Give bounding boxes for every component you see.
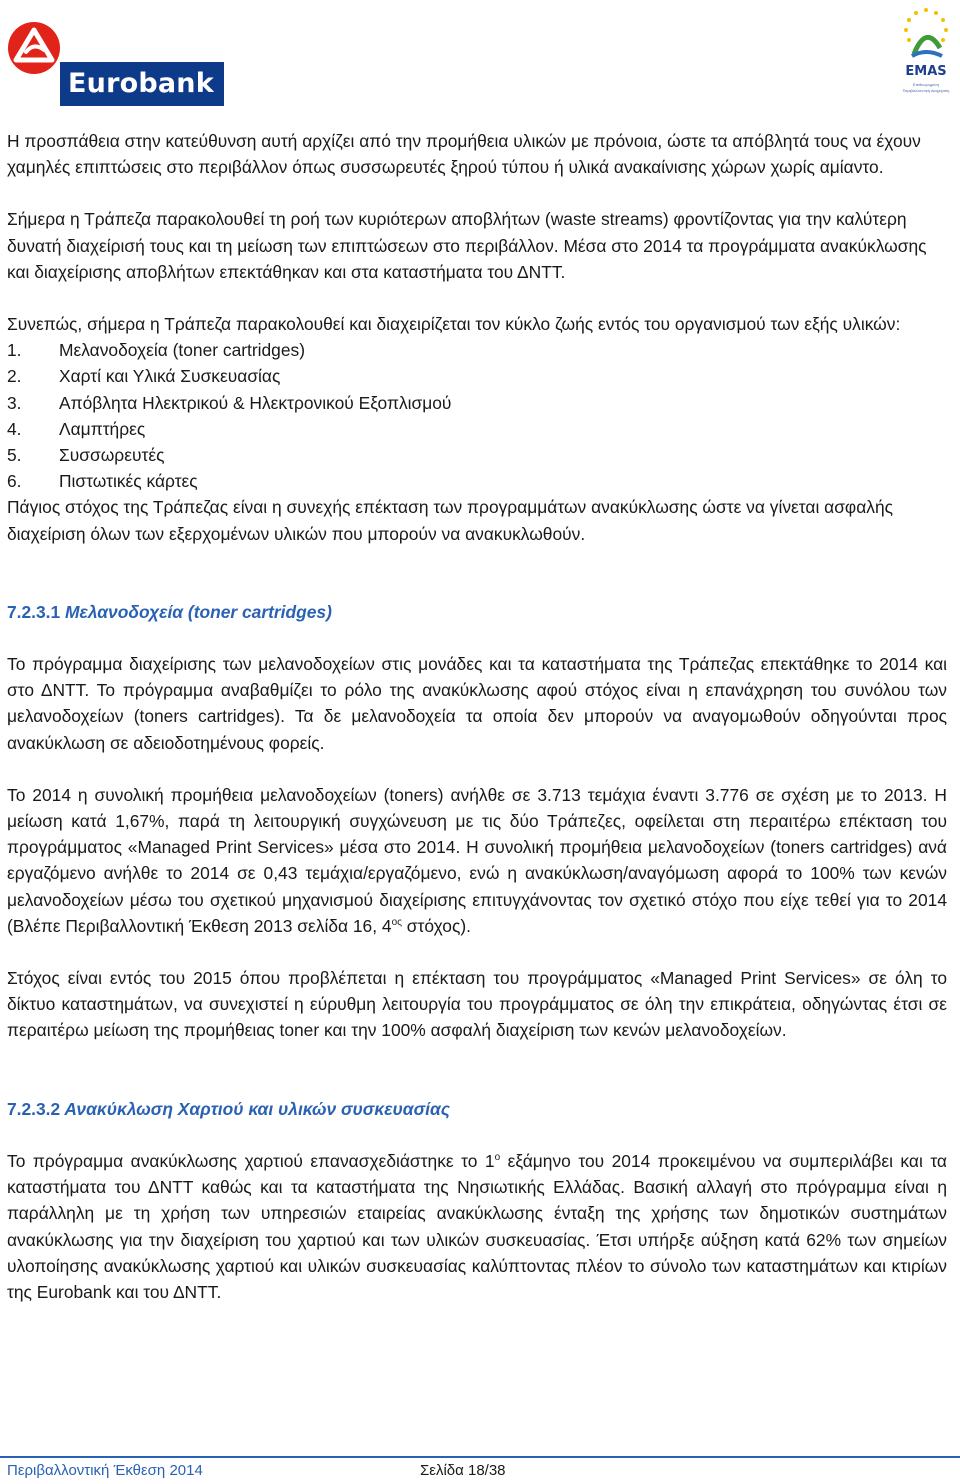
paragraph-waste-streams: Σήμερα η Τράπεζα παρακολουθεί τη ροή των κυριότερων αποβλήτων (waste streams) φροντίζοντας για την καλύτερη δυνατή διαχείρισή τους και τη μείωση των επιπτώσεων στο περιβάλλον. Μέσα στο 2014 τα προγράμματα ανακύκλωσης και διαχείρισης αποβλήτων επεκτάθηκαν και στα καταστήματα του ΔΝΤΤ. (7, 209, 927, 282)
section-heading-toner: 7.2.3.1 Μελανοδοχεία (toner cartridges) (7, 601, 332, 622)
eurobank-logo (6, 20, 220, 99)
list-item: 3. Απόβλητα Ηλεκτρικού & Ηλεκτρονικού Εξοπλισμού (7, 392, 452, 413)
paragraph-toner-program: Το πρόγραμμα διαχείρισης των μελανοδοχείων στις μονάδες και τα καταστήματα της Τράπεζας επεκτάθηκε το 2014 και στο ΔΝΤΤ. Το πρόγραμμα αναβαθμίζει το ρόλο της ανακύκλωσης αφού στόχος είναι η επανάχρηση του συνόλου των μελανοδοχείων (toners cartridges). Τα δε μελανοδοχεία τα οποία δεν μπορούν να αναγομωθούν οδηγούνται προς ανακύκλωση σε αδειοδοτημένους φορείς. (7, 654, 947, 753)
list-item: 2. Χαρτί και Υλικά Συσκευασίας (7, 366, 281, 387)
emas-logo (894, 4, 958, 114)
document-body (7, 128, 947, 1305)
emas-stars-icon (894, 4, 958, 64)
list-item: 4. Λαμπτήρες (7, 418, 146, 439)
eurobank-wordmark: Eurobank (60, 62, 224, 106)
paragraph-materials-intro: Συνεπώς, σήμερα η Τράπεζα παρακολουθεί και διαχειρίζεται τον κύκλο ζωής εντός του οργανισμού των εξής υλικών: (7, 314, 901, 335)
paragraph-paper-program: Το πρόγραμμα ανακύκλωσης χαρτιού επανασχεδιάστηκε το $1^o$ εξάμηνο του 2014 προκειμένου να συμπεριλάβει και τα καταστήματα του ΔΝΤΤ καθώς και τα καταστήματα της Νησιωτικής Ελλάδας. Βασική αλλαγή στο πρόγραμμα είναι η παράλληλη με τη χρήση των υπηρεσιών εταιρείας ανακύκλωσης ένταξη της χρήσης των δημοτικών συστημάτων ανακύκλωσης για την διαχείριση του χαρτιού και των υλικών συσκευασίας. Έτσι υπήρξε αύξηση κατά 62% των σημείων υλοποίησης ανακύκλωσης χαρτιού και υλικών συσκευασίας καλύπτοντας πλέον το σύνολο των καταστημάτων και κτιρίων της Eurobank και του ΔΝΤΤ. (7, 1150, 947, 1302)
paragraph-intro: Η προσπάθεια στην κατεύθυνση αυτή αρχίζει από την προμήθεια υλικών με πρόνοια, ώστε τα απόβλητά τους να έχουν χαμηλές επιπτώσεις στο περιβάλλον όπως συσσωρευτές ξηρού τύπου ή υλικά ανακαίνισης χώρων χωρίς αμίαντο. (7, 131, 921, 178)
paragraph-toner-figures: Το 2014 η συνολική προμήθεια μελανοδοχείων (toners) ανήλθε σε 3.713 τεμάχια έναντι 3.776 σε σχέση με το 2013. Η μείωση κατά 1,67%, παρά τη λειτουργική συγχώνευση με τις δύο Τράπεζες, οφείλεται στη περαιτέρω επέκταση του προγράμματος «Managed Print Services» μέσα στο 2014. Η συνολική προμήθεια μελανοδοχείων (toners cartridges) ανά εργαζόμενο ανήλθε το 2014 σε 0,43 τεμάχια/εργαζόμενο, ενώ η ανακύκλωση/αναγόμωση αφορά το 100% των κενών μελανοδοχείων μέσω του σχετικού μηχανισμού διαχείρισης επιτυγχάνοντας τον σχετικό στόχο που είχε τεθεί για το 2014 (Βλέπε Περιβαλλοντική Έκθεση 2013 σελίδα 16, $4^{o\varsigma}$ στόχος). (7, 784, 947, 936)
emas-label: EMAS (905, 64, 947, 79)
section-heading-paper: 7.2.3.2 Ανακύκλωση Χαρτιού και υλικών συσκευασίας (7, 1098, 450, 1119)
footer-page-number: Σελίδα 18/38 (420, 1462, 506, 1479)
paragraph-toner-target: Στόχος είναι εντός του 2015 όπου προβλέπεται η επέκταση του προγράμματος «Managed Print Services» σε όλη το δίκτυο καταστημάτων, να συνεχιστεί η εύρυθμη λειτουργία του προγράμματος σε όλη την επικράτεια, οδηγώντας έτσι σε περαιτέρω μείωση της προμήθειας toner και την 100% ασφαλή διαχείριση των κενών μελανοδοχείων. (7, 968, 947, 1041)
footer-divider (0, 1456, 960, 1458)
page-footer (0, 1452, 960, 1484)
materials-list (7, 337, 947, 494)
emas-subtitle: Επιθεωρημένη Περιβαλλοντική Διαχείριση (902, 82, 950, 93)
list-item: 5. Συσσωρευτές (7, 445, 165, 466)
list-item: 1. Μελανοδοχεία (toner cartridges) (7, 340, 306, 361)
footer-report-title: Περιβαλλοντική Έκθεση 2014 (7, 1462, 203, 1479)
page-header (0, 0, 960, 118)
list-item: 6. Πιστωτικές κάρτες (7, 471, 198, 492)
paragraph-recycling-goal: Πάγιος στόχος της Τράπεζας είναι η συνεχής επέκταση των προγραμμάτων ανακύκλωσης ώστε να γίνεται ασφαλής διαχείριση όλων των εξερχομένων υλικών που μπορούν να ανακυκλωθούν. (7, 497, 894, 544)
eurobank-badge-icon (6, 20, 68, 86)
